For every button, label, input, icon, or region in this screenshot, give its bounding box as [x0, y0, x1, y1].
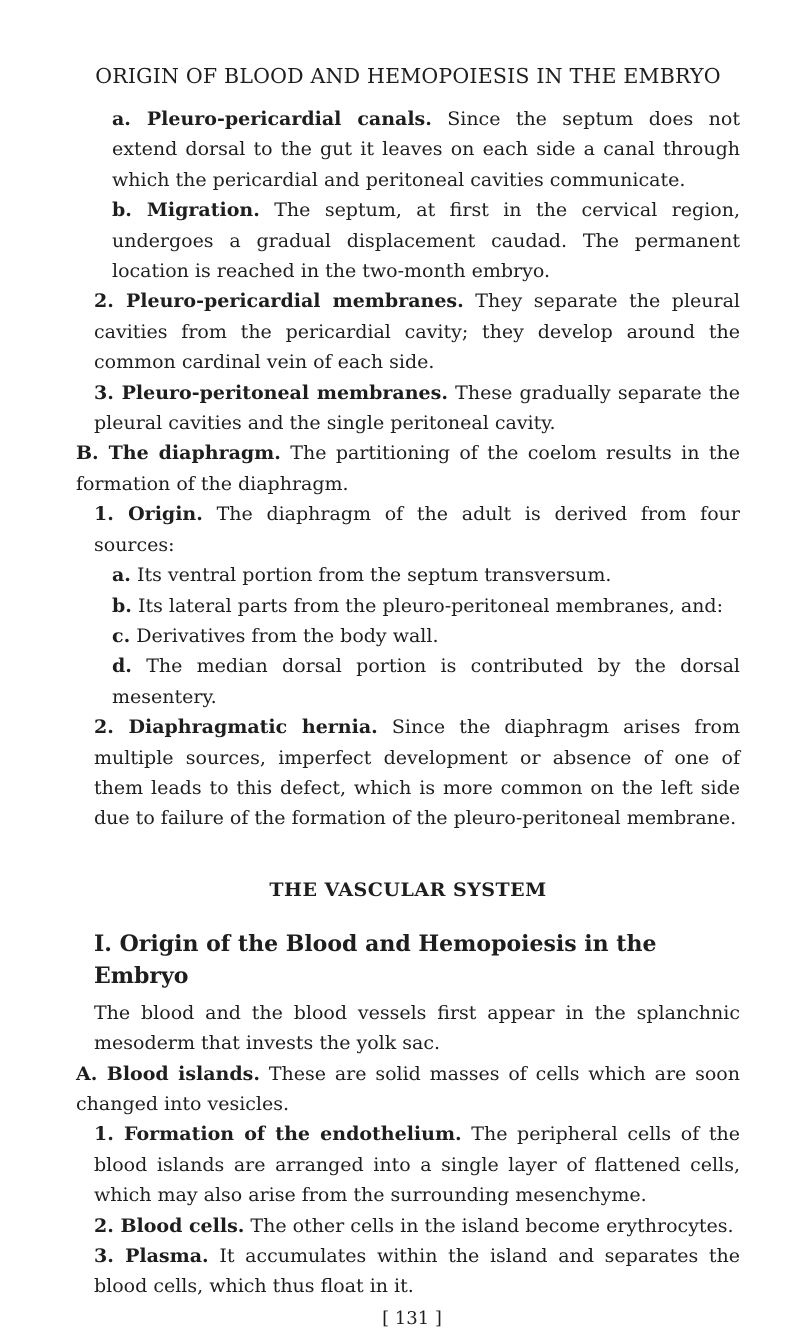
paragraph-text: The septum, at first in the cervical region, undergoes a gradual displacement caudad. The permanent location is reached in the two-month embryo. — [112, 199, 740, 283]
paragraph-lead: b. — [112, 594, 132, 617]
paragraph-endothelium — [76, 1119, 740, 1210]
paragraph-text: Since the diaphragm arises from multiple sources, imperfect development or absence of one of them leads to this defect, which is more common on the left side due to failure of the formation of the pleuro-peritoneal membrane. — [94, 716, 740, 830]
paragraph-pleuro-pericardial-canals — [76, 104, 740, 195]
section-title: THE VASCULAR SYSTEM — [269, 878, 547, 901]
paragraph-text: The other cells in the island become erythrocytes. — [244, 1214, 734, 1237]
paragraph-text: Its ventral portion from the septum transversum. — [130, 564, 612, 587]
paragraph-lead: 1. Formation of the endothelium. — [94, 1123, 462, 1146]
paragraph-text: These gradually separate the pleural cavities and the single peritoneal cavity. — [94, 381, 740, 435]
paragraph-blood-cells — [76, 1211, 740, 1241]
book-page — [76, 62, 740, 1332]
paragraph-plasma — [76, 1241, 740, 1302]
paragraph-text: These are solid masses of cells which are soon changed into vesicles. — [76, 1062, 740, 1115]
paragraph-text: Its lateral parts from the pleuro-peritoneal membranes, and: — [131, 594, 723, 617]
paragraph-origin — [76, 499, 740, 560]
paragraph-text: Since the septum does not extend dorsal to the gut it leaves on each side a canal through which the pericardial and peritoneal cavities communicate. — [112, 108, 740, 191]
paragraph-source-c — [76, 621, 740, 651]
paragraph-text: The blood and the blood vessels first appear in the splanchnic mesoderm that invests the yolk sac. — [94, 1001, 740, 1055]
paragraph-lead: 2. Diaphragmatic hernia. — [94, 716, 378, 739]
paragraph-source-d — [76, 651, 740, 712]
paragraph-diaphragm — [76, 438, 740, 499]
paragraph-text: Derivatives from the body wall. — [130, 624, 439, 647]
paragraph-text: They separate the pleural cavities from the pericardial cavity; they develop around the common cardinal vein of each side. — [94, 290, 740, 374]
page-number: [ 131 ] — [382, 1307, 442, 1329]
paragraph-diaphragmatic-hernia — [76, 712, 740, 834]
paragraph-lead: 2. Pleuro-pericardial membranes. — [94, 290, 464, 313]
paragraph-text: The peripheral cells of the blood islands are arranged into a single layer of flattened cells, which may also arise from the surrounding mesenchyme. — [94, 1123, 740, 1207]
paragraph-lead: a. Pleuro-pericardial canals. — [112, 108, 432, 130]
paragraph-lead: 3. Plasma. — [94, 1245, 209, 1267]
paragraph-pleuro-peritoneal-membranes — [76, 378, 740, 439]
paragraph-intro — [76, 998, 740, 1059]
paragraph-text: The diaphragm of the adult is derived from four sources: — [94, 503, 740, 556]
paragraph-lead: c. — [112, 624, 131, 647]
paragraph-lead: d. — [112, 655, 132, 678]
paragraph-text: The median dorsal portion is contributed by the dorsal mesentery. — [112, 655, 740, 708]
paragraph-migration — [76, 195, 740, 286]
paragraph-text: It accumulates within the island and separates the blood cells, which thus float in it. — [94, 1245, 740, 1298]
paragraph-lead: B. The diaphragm. — [76, 442, 281, 465]
chapter-heading: I. Origin of the Blood and Hemopoiesis in the Embryo — [94, 930, 657, 989]
paragraph-lead: 1. Origin. — [94, 503, 203, 526]
paragraph-lead: 3. Pleuro-peritoneal membranes. — [94, 381, 448, 404]
paragraph-text: The partitioning of the coelom results in the formation of the diaphragm. — [76, 442, 740, 495]
paragraph-blood-islands — [76, 1059, 740, 1120]
paragraph-source-b — [76, 591, 740, 621]
paragraph-lead: a. — [112, 564, 131, 587]
running-head: ORIGIN OF BLOOD AND HEMOPOIESIS IN THE EMBRYO — [95, 64, 721, 88]
paragraph-pleuro-pericardial-membranes — [76, 286, 740, 377]
paragraph-lead: 2. Blood cells. — [94, 1214, 245, 1237]
paragraph-lead: A. Blood islands. — [76, 1062, 260, 1085]
paragraph-lead: b. Migration. — [112, 199, 260, 222]
paragraph-source-a — [76, 560, 740, 590]
